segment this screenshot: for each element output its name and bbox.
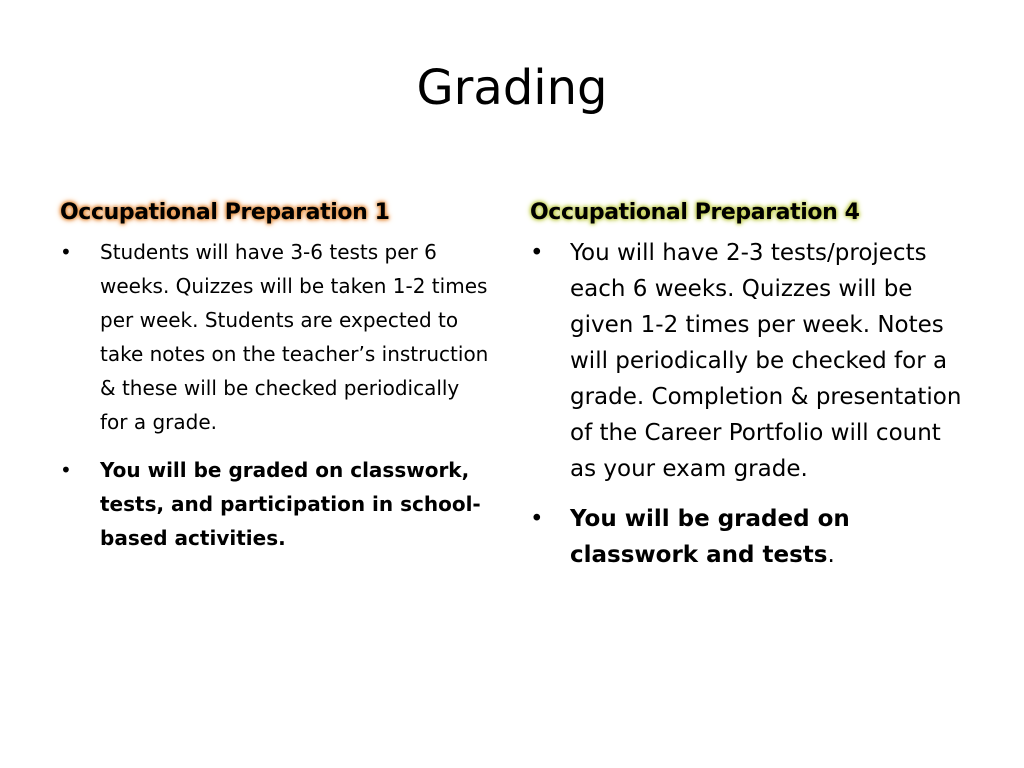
list-item	[60, 235, 490, 439]
bullet-text: Students will have 3-6 tests per 6 weeks. Quizzes will be taken 1-2 times per week. Students are expected to take notes on the teacher’s instruction & these will be checked periodically for a grade.	[100, 240, 489, 434]
bullet-text: You will be graded on classwork and tests	[570, 506, 850, 568]
bullet-icon: •	[530, 240, 544, 266]
bullet-suffix: .	[827, 542, 835, 568]
bullet-icon: •	[530, 506, 544, 532]
list-item	[60, 453, 490, 555]
left-column	[60, 200, 490, 569]
bullet-text: You will have 2-3 tests/projects each 6 weeks. Quizzes will be given 1-2 times per week. Notes will periodically be checked for a grade. Completion & presentation of the Career Portfolio will count as your exam grade.	[570, 240, 962, 482]
bullet-text: You will be graded on classwork, tests, and participation in school-based activities.	[100, 458, 481, 550]
right-column-heading: Occupational Preparation 4	[530, 200, 860, 225]
list-item	[530, 501, 970, 573]
left-bullet-list	[60, 235, 490, 555]
right-column	[530, 200, 970, 587]
bullet-icon: •	[60, 240, 72, 264]
list-item	[530, 235, 970, 487]
bullet-icon: •	[60, 458, 72, 482]
slide-title: Grading	[416, 60, 608, 116]
left-column-heading: Occupational Preparation 1	[60, 200, 390, 225]
right-bullet-list	[530, 235, 970, 573]
